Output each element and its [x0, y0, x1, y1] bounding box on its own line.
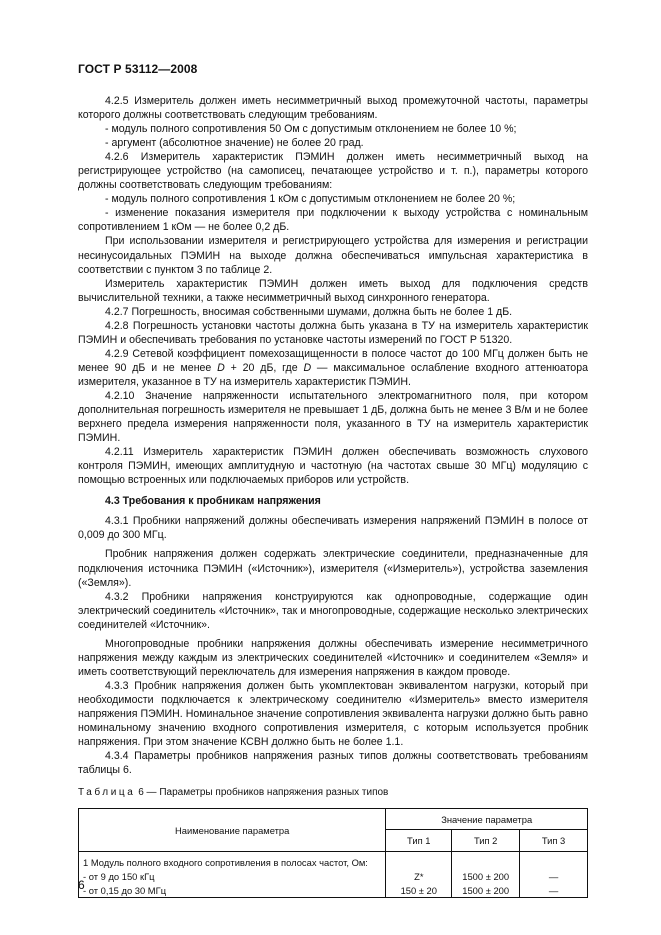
paragraph: 4.3.2 Пробники напряжения конструируются как однопроводные, содержащие один электрический соединитель «Источник», так и многопроводные, содержащие несколько электрических соединителей «Источник». — [78, 590, 588, 631]
page-number: 6 — [78, 878, 85, 892]
paragraph: Многопроводные пробники напряжения должны обеспечивать измерение несимметричного напряжения между каждым из электрических соединителей «Источник» и соединителем «Земля» и иметь соответствующий переключатель для измерения напряжения в каждом проводе. — [78, 637, 588, 678]
paragraph: Пробник напряжения должен содержать электрические соединители, предназначенные для подключения источника ПЭМИН («Источник»), измерителя («Измеритель»), устройства заземления («Земля»). — [78, 548, 588, 589]
paragraph: 4.3.4 Параметры пробников напряжения разных типов должны соответствовать требованиям таблицы 6. — [78, 750, 588, 777]
paragraph: 4.3.1 Пробники напряжений должны обеспечивать измерения напряжений ПЭМИН в полосе от 0,009 до 300 МГц. — [78, 515, 588, 542]
type-2-cell — [452, 852, 520, 870]
paragraph: - модуль полного сопротивления 50 Ом с допустимым отклонением не более 10 %; — [105, 123, 517, 136]
table-row — [79, 852, 588, 870]
paragraph-4-2-9: 4.2.9 Сетевой коэффициент помехозащищенности в полосе частот до 100 МГц должен быть не менее 90 дБ и не менее D + 20 дБ, где D — максимальное ослабление входного аттенюатора измерителя, указанное в ТУ на измеритель характеристик ПЭМИН. — [78, 347, 588, 388]
type-3-cell: — — [520, 883, 588, 898]
paragraph: - аргумент (абсолютное значение) не более 20 град. — [105, 137, 364, 150]
paragraph: 4.3.3 Пробник напряжения должен быть укомплектован эквивалентом нагрузки, который при необходимости подключается к электрическому соединителю «Измеритель» вместо измерителя напряжения ПЭМИН. Номинальное значение сопротивления эквивалента нагрузки должно быть равно номинальному значению входного сопротивления измерителя, с которым используется пробник напряжения. При этом значение КСВН должно быть не более 1.1. — [78, 679, 588, 749]
table-caption: Таблица 6 — Параметры пробников напряжения разных типов — [78, 787, 389, 799]
section-heading: 4.3 Требования к пробникам напряжения — [105, 495, 321, 508]
paragraph: При использовании измерителя и регистрирующего устройства для измерения и регистрации несинусоидальных ПЭМИН на выходе должна обеспечиваться импульсная характеристика в соответствии с пунктом 3 по таблице 2. — [78, 235, 588, 276]
table-row — [79, 883, 588, 898]
type-2-cell: 1500 ± 200 — [452, 883, 520, 898]
page-body — [78, 94, 588, 898]
column-header-parameter: Наименование параметра — [79, 809, 386, 852]
type-1-cell: 150 ± 20 — [386, 883, 452, 898]
paragraph: 4.2.10 Значение напряженности испытательного электромагнитного поля, при котором дополнительная погрешность измерителя не превышает 1 дБ, должна быть не менее 3 В/м и не более верхнего предела измерения напряженности поля, указанного в ТУ на измеритель характеристик ПЭМИН. — [78, 389, 588, 445]
type-2-cell: 1500 ± 200 — [452, 869, 520, 883]
type-1-cell — [386, 852, 452, 870]
column-header-value: Значение параметра — [386, 809, 588, 830]
parameter-name-cell: - от 9 до 150 кГц — [79, 869, 386, 883]
column-header-type-3: Тип 3 — [520, 830, 588, 852]
parameters-table — [78, 808, 588, 898]
paragraph: - изменение показания измерителя при подключении к выходу устройства с номинальным сопротивлением 1 кОм — не более 0,2 дБ. — [78, 207, 588, 234]
parameter-name-cell: 1 Модуль полного входного сопротивления в полосах частот, Ом: — [79, 852, 386, 870]
paragraph: - модуль полного сопротивления 1 кОм с допустимым отклонением не более 20 %; — [105, 193, 516, 206]
column-header-type-1: Тип 1 — [386, 830, 452, 852]
paragraph: 4.2.5 Измеритель должен иметь несимметричный выход промежуточной частоты, параметры которого должны соответствовать следующим требованиям. — [78, 95, 588, 122]
paragraph: 4.2.6 Измеритель характеристик ПЭМИН должен иметь несимметричный выход на регистрирующее устройство (на самописец, печатающее устройство и т. п.), параметры которого должны соответствовать следующим требованиям: — [78, 151, 588, 192]
type-3-cell: — — [520, 869, 588, 883]
table-row — [79, 869, 588, 883]
column-header-type-2: Тип 2 — [452, 830, 520, 852]
paragraph: 4.2.8 Погрешность установки частоты должна быть указана в ТУ на измеритель характеристик ПЭМИН и обеспечивать требования по установке частоты измерений по ГОСТ Р 51320. — [78, 319, 588, 346]
parameter-name-cell: - от 0,15 до 30 МГц — [79, 883, 386, 898]
document-header: ГОСТ Р 53112—2008 — [78, 62, 198, 76]
type-1-cell: Z* — [386, 869, 452, 883]
paragraph: Измеритель характеристик ПЭМИН должен иметь выход для подключения средств вычислительной техники, а также несимметричный выход синхронного генератора. — [78, 277, 588, 304]
paragraph: 4.2.11 Измеритель характеристик ПЭМИН должен обеспечивать возможность слухового контроля ПЭМИН, имеющих амплитудную и частотную (на частотах свыше 30 МГц) модуляцию с помощью встроенных или подключаемых приборов или устройств. — [78, 446, 588, 487]
paragraph: 4.2.7 Погрешность, вносимая собственными шумами, должна быть не более 1 дБ. — [105, 305, 513, 318]
type-3-cell — [520, 852, 588, 870]
